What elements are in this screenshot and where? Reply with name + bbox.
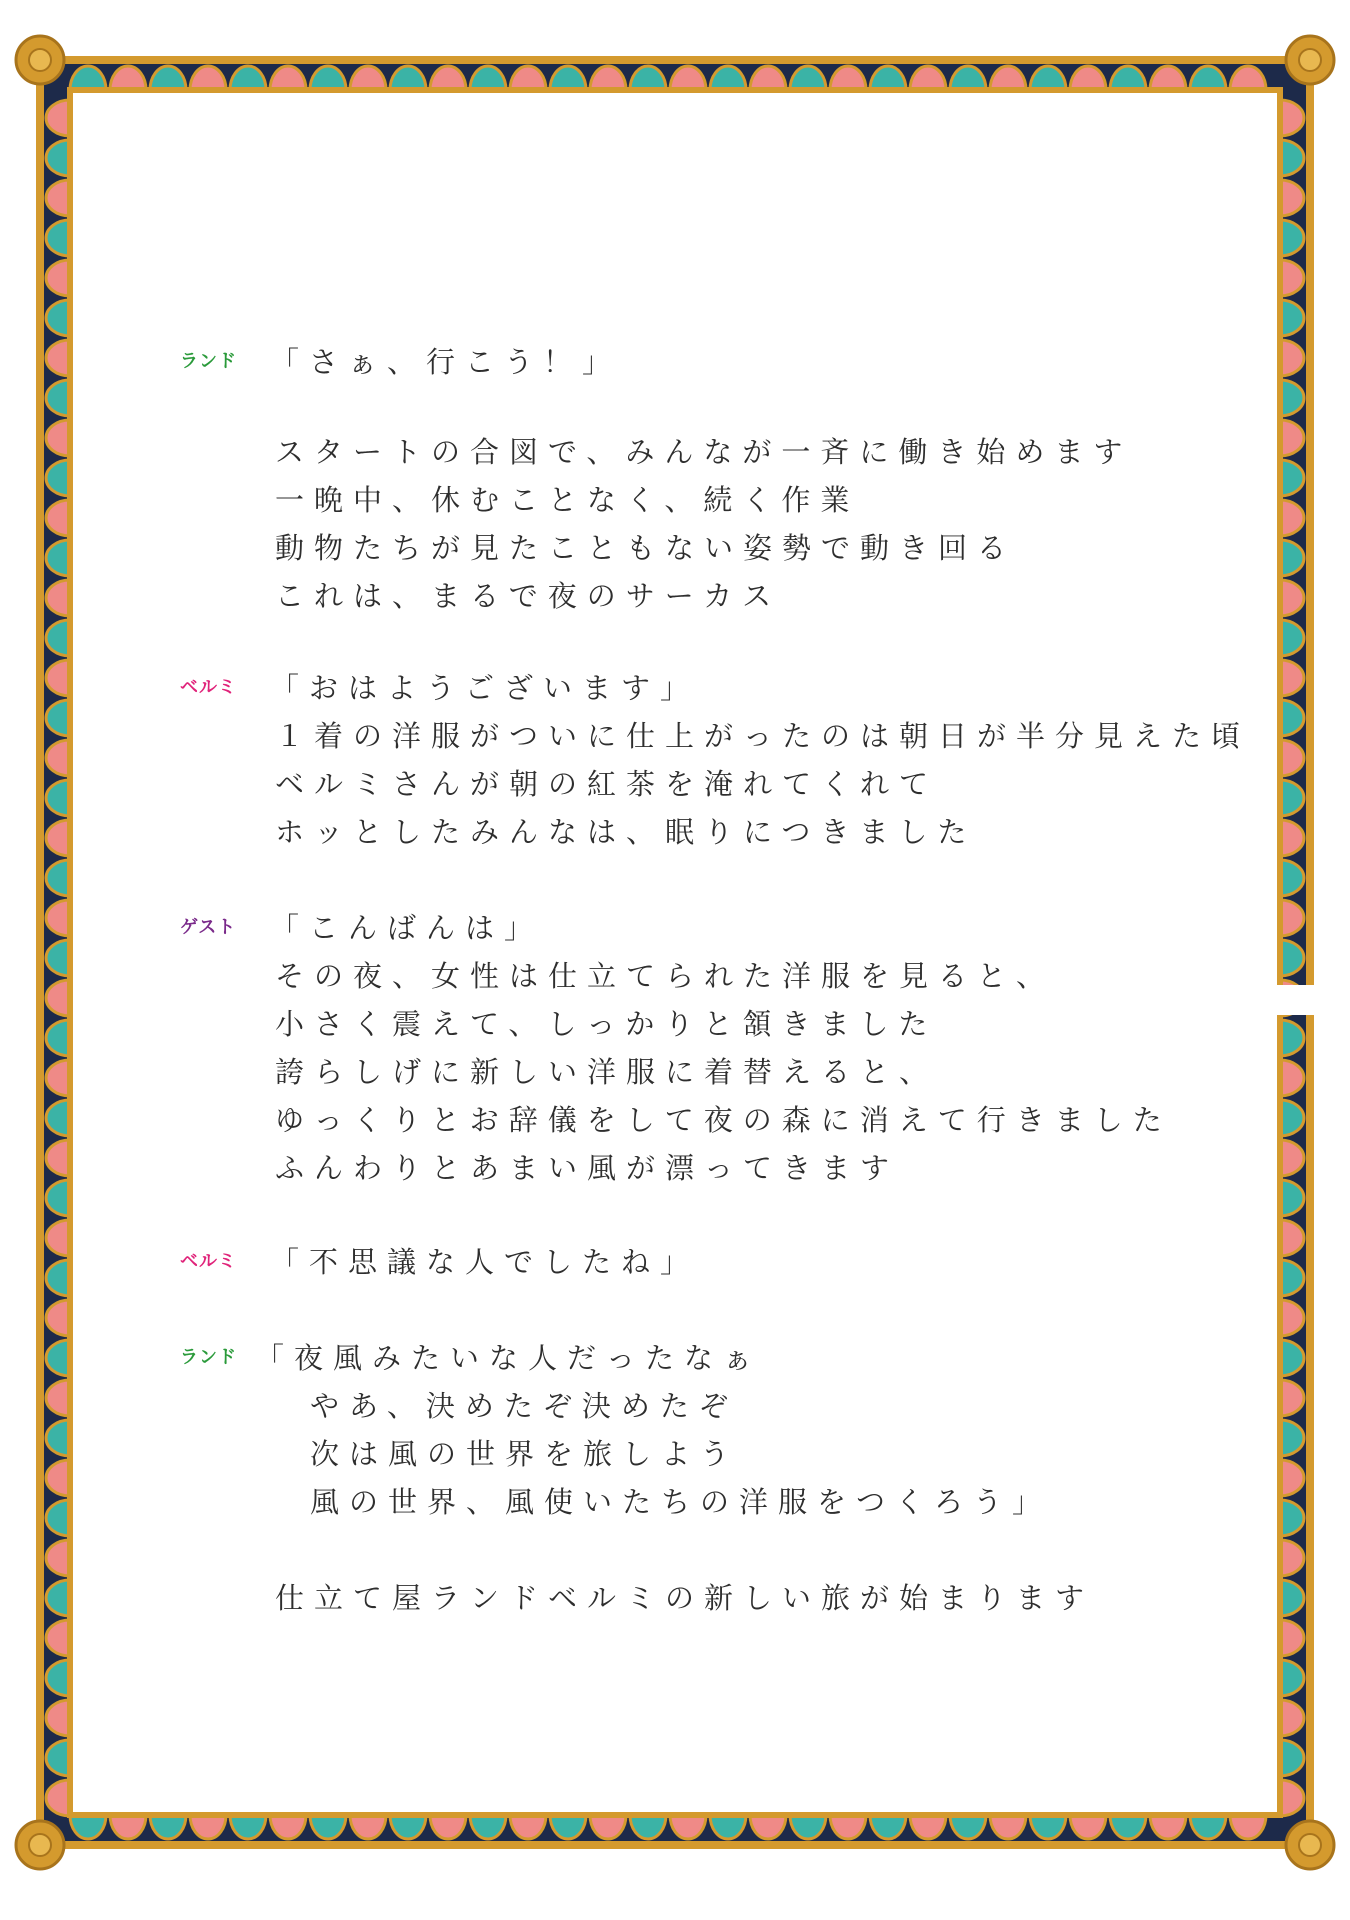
speaker-label-rand: ランド bbox=[180, 1347, 237, 1368]
narration-line: ゆっくりとお辞儀をして夜の森に消えて行きました bbox=[275, 1103, 1172, 1137]
corner-ornament-center bbox=[29, 1834, 51, 1856]
dialogue-line: 「おはようございます」 bbox=[270, 671, 700, 705]
narration-line: 小さく震えて、しっかりと頷きました bbox=[275, 1007, 938, 1041]
narration-line: １着の洋服がついに仕上がったのは朝日が半分見えた頃 bbox=[275, 719, 1251, 753]
dialogue-line: 「こんばんは」 bbox=[270, 911, 544, 945]
dialogue-line: 次は風の世界を旅しよう bbox=[310, 1437, 740, 1471]
corner-ornament-center bbox=[1299, 1834, 1321, 1856]
narration-line: ふんわりとあまい風が漂ってきます bbox=[275, 1151, 900, 1185]
narration-line: 仕立て屋ランドベルミの新しい旅が始まります bbox=[275, 1581, 1095, 1615]
narration-line: ベルミさんが朝の紅茶を淹れてくれて bbox=[275, 767, 939, 801]
narration-line: 動物たちが見たこともない姿勢で動き回る bbox=[275, 531, 1017, 565]
dialogue-line: 「不思議な人でしたね」 bbox=[270, 1245, 700, 1279]
narration-line: これは、まるで夜のサーカス bbox=[275, 579, 782, 613]
narration-line: その夜、女性は仕立てられた洋服を見ると、 bbox=[275, 959, 1056, 993]
narration-line: 一晩中、休むことなく、続く作業 bbox=[275, 483, 860, 517]
frame-inner-rail bbox=[70, 90, 1280, 1815]
speaker-label-rand: ランド bbox=[180, 351, 237, 372]
corner-ornament-center bbox=[1299, 49, 1321, 71]
dialogue-line: 「さぁ、行こう！」 bbox=[270, 345, 622, 379]
narration-line: スタートの合図で、みんなが一斉に働き始めます bbox=[275, 435, 1133, 469]
narration-line: ホッとしたみんなは、眠りにつきました bbox=[275, 815, 977, 849]
dialogue-line: 風の世界、風使いたちの洋服をつくろう」 bbox=[310, 1485, 1052, 1519]
frame-gap bbox=[1274, 985, 1318, 1015]
speaker-label-belmi: ベルミ bbox=[180, 677, 237, 698]
dialogue-line: 「夜風みたいな人だったなぁ bbox=[255, 1341, 763, 1375]
dialogue-line: やあ、決めたぞ決めたぞ bbox=[310, 1389, 738, 1423]
speaker-label-guest: ゲスト bbox=[180, 917, 237, 938]
corner-ornament-center bbox=[29, 49, 51, 71]
speaker-label-belmi: ベルミ bbox=[180, 1251, 237, 1272]
narration-line: 誇らしげに新しい洋服に着替えると、 bbox=[275, 1055, 939, 1089]
